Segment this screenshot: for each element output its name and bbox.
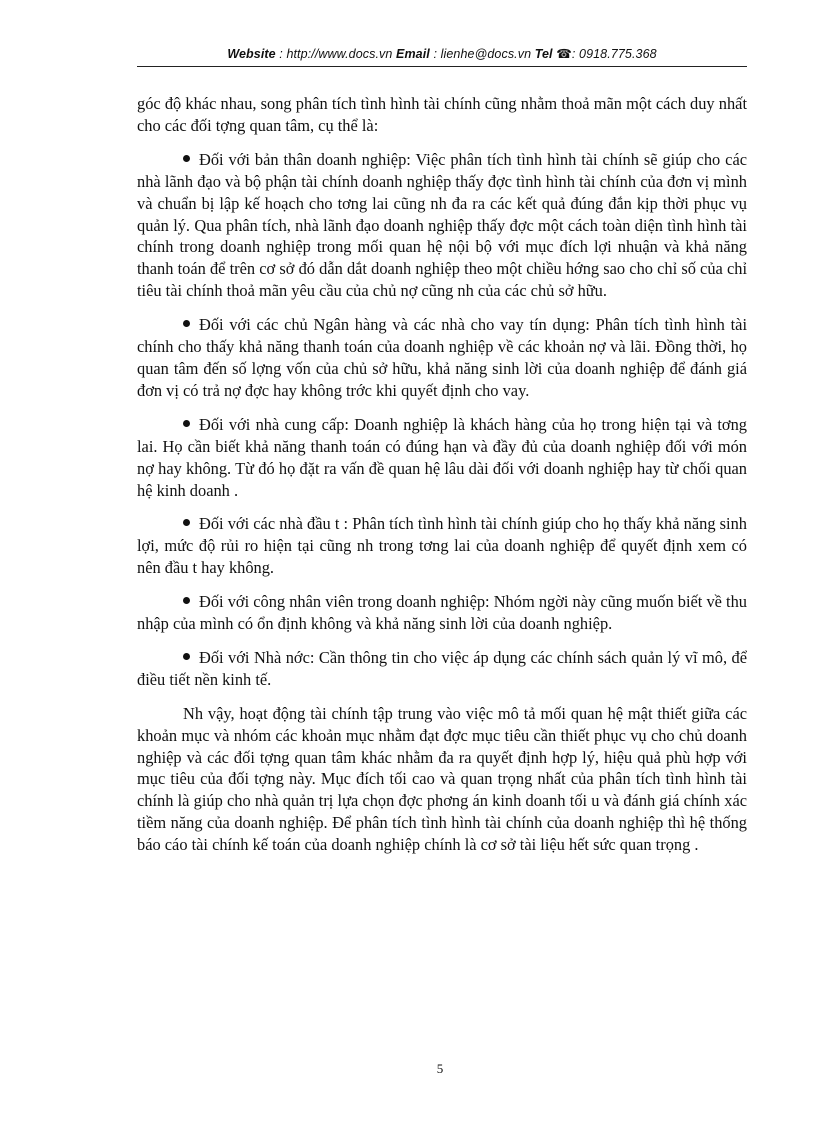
bullet-paragraph-business: [137, 149, 747, 302]
website-url: http://www.docs.vn: [286, 47, 393, 61]
bullet-paragraph-suppliers: [137, 414, 747, 502]
bullet-paragraph-banks: [137, 314, 747, 402]
paragraph-intro: góc độ khác nhau, song phân tích tình hình tài chính cũng nhằm thoả mãn một cách duy nhất cho các đối tợng quan tâm, cụ thể là:: [137, 94, 747, 135]
bullet-text: Đối với công nhân viên trong doanh nghiệp: Nhóm ngời này cũng muốn biết về thu nhập của mình có ổn định không và khả năng sinh lời của doanh nghiệp.: [137, 592, 747, 634]
email-label: Email: [396, 47, 430, 61]
bullet-text: Đối với Nhà nớc: Cần thông tin cho việc áp dụng các chính sách quản lý vĩ mô, để điều tiết nền kinh tế.: [137, 647, 747, 689]
header-divider: [137, 66, 747, 67]
bullet-icon: [183, 320, 190, 327]
email-separator: :: [429, 47, 441, 61]
tel-number: : 0918.775.368: [571, 47, 657, 61]
bullet-text: Đối với bản thân doanh nghiệp: Việc phân tích tình hình tài chính sẽ giúp cho các nhà lãnh đạo và bộ phận tài chính doanh nghiệp thấy đợc tình hình tài chính của đơn vị mình và chuẩn bị lập kế hoạch cho tơng lai cũng nh đa ra các kết quả đúng đắn kịp thời phục vụ quản lý. Qua phân tích, nhà lãnh đạo doanh nghiệp thấy đợc một cách toàn diện tình hình tài chính trong doanh nghiệp trong mối quan hệ nội bộ với mục đích lợi nhuận và khả năng thanh toán để trên cơ sở đó dẫn dắt doanh nghiệp theo một chiều hớng sao cho chỉ số của chỉ tiêu tài chính thoả mãn yêu cầu của chủ nợ cũng nh của các chủ sở hữu.: [137, 149, 747, 301]
phone-icon: ☎: [556, 47, 572, 61]
paragraph-conclusion: Nh vậy, hoạt động tài chính tập trung vào việc mô tả mối quan hệ mật thiết giữa các khoản mục và nhóm các khoản mục nhằm đạt đợc mục tiêu cần thiết phục vụ cho chủ doanh nghiệp và các đối tợng quan tâm khác nhằm đa ra quyết định hợp lý, hiệu quả phù hợp với mục tiêu của đối tợng này. Mục đích tối cao và quan trọng nhất của phân tích tình hình tài chính là giúp cho nhà quản trị lựa chọn đợc phơng án kinh doanh tối u và đánh giá chính xác tiềm năng của doanh nghiệp. Để phân tích tình hình tài chính của doanh nghiệp thì hệ thống báo cáo tài chính kế toán của doanh nghiệp chính là cơ sở tài liệu hết sức quan trọng .: [137, 703, 747, 855]
bullet-text: Đối với các nhà đầu t : Phân tích tình hình tài chính giúp cho họ thấy khả năng sinh lợi, mức độ rủi ro hiện tại cũng nh trong tơng lai của doanh nghiệp để quyết định xem có nên đầu t hay không.: [137, 514, 747, 578]
bullet-paragraph-investors: [137, 513, 747, 579]
bullet-text: Đối với nhà cung cấp: Doanh nghiệp là khách hàng của họ trong hiện tại và tơng lai. Họ cần biết khả năng thanh toán có đúng hạn và đầy đủ của doanh nghiệp đối với món nợ hay không. Từ đó họ đặt ra vấn đề quan hệ lâu dài đối với doanh nghiệp hay từ chối quan hệ kinh doanh .: [137, 414, 747, 500]
website-separator: :: [275, 47, 287, 61]
website-label: Website: [227, 47, 276, 61]
document-body: [137, 93, 747, 868]
bullet-icon: [183, 653, 190, 660]
tel-label: Tel: [534, 47, 553, 61]
email-address: lienhe@docs.vn: [440, 47, 532, 61]
bullet-paragraph-state: [137, 647, 747, 691]
bullet-icon: [183, 155, 190, 162]
bullet-icon: [183, 519, 190, 526]
bullet-text: Đối với các chủ Ngân hàng và các nhà cho vay tín dụng: Phân tích tình hình tài chính cho thấy khả năng thanh toán của doanh nghiệp về các khoản nợ và lãi. Đồng thời, họ quan tâm đến số lợng vốn của chủ sở hữu, khả năng sinh lời của doanh nghiệp để đánh giá đơn vị có trả nợ đợc hay không trớc khi quyết định cho vay.: [137, 315, 747, 400]
bullet-icon: [183, 597, 190, 604]
page-number: 5: [436, 1061, 444, 1076]
bullet-icon: [183, 420, 190, 427]
page-header: [137, 46, 747, 61]
bullet-paragraph-employees: [137, 591, 747, 635]
